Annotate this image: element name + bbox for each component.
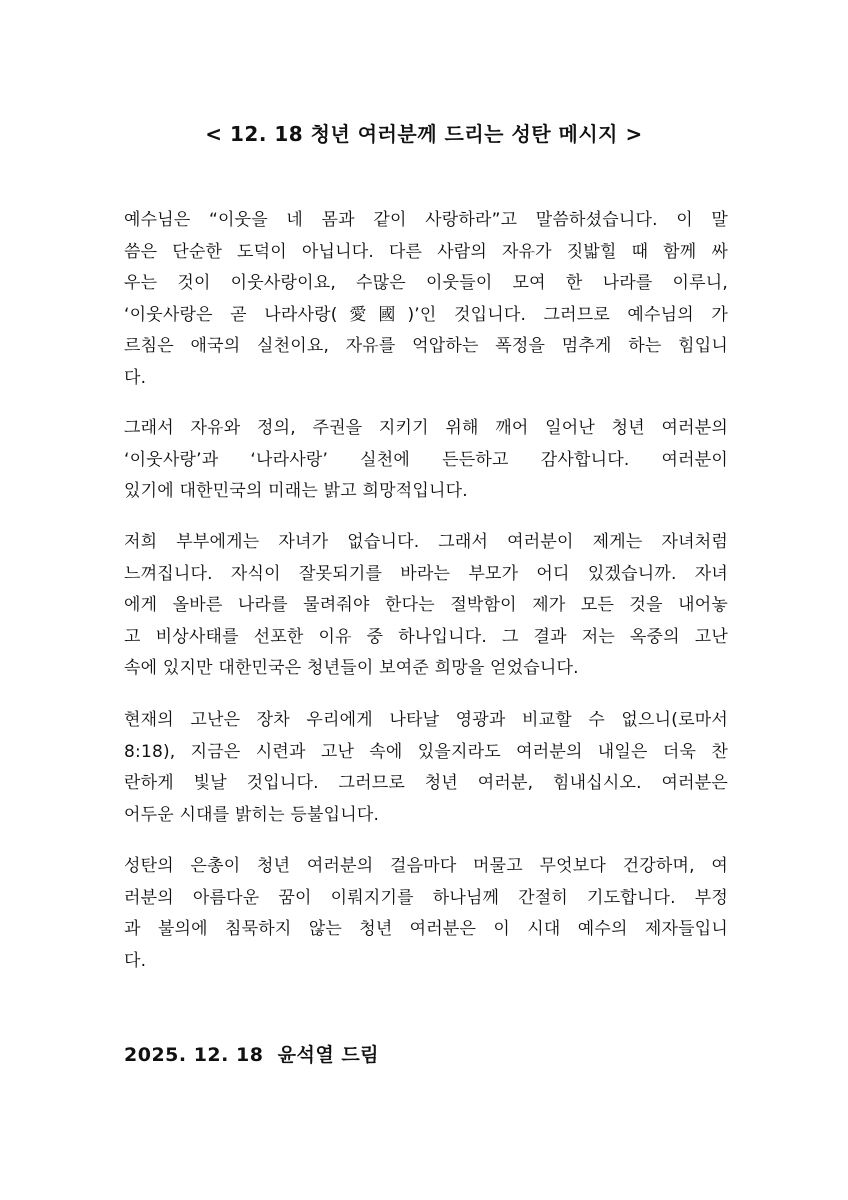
paragraph-1-line-1: 예수님은 “이웃을 네 몸과 같이 사랑하라”고 말씀하셨습니다. 이 말 [124,210,728,230]
paragraph-3-line-1: 저희 부부에게는 자녀가 없습니다. 그래서 여러분이 제게는 자녀처럼 [124,532,728,552]
paragraph-1-line-5: 르침은 애국의 실천이요, 자유를 억압하는 폭정을 멈추게 하는 힘입니 [124,336,728,356]
paragraph-1 [124,205,728,394]
paragraph-1-line-4: ‘이웃사랑은 곧 나라사랑(愛國)’인 것입니다. 그러므로 예수님의 가 [124,304,728,325]
paragraph-5 [124,851,728,977]
paragraph-2-line-2: ‘이웃사랑’과 ‘나라사랑’ 실천에 든든하고 감사합니다. 여러분이 [124,449,728,470]
paragraph-4-line-4: 어두운 시대를 밝히는 등불입니다. [124,804,380,825]
paragraph-4 [124,705,728,831]
paragraph-5-line-1: 성탄의 은총이 청년 여러분의 걸음마다 머물고 무엇보다 건강하며, 여 [124,856,728,876]
letter-title: < 12. 18 청년 여러분께 드리는 성탄 메시지 > [205,122,643,146]
paragraph-2-line-3: 있기에 대한민국의 미래는 밝고 희망적입니다. [124,481,468,501]
paragraph-3-line-4: 고 비상사태를 선포한 이유 중 하나입니다. 그 결과 저는 옥중의 고난 [124,626,728,647]
paragraph-1-line-3: 우는 것이 이웃사랑이요, 수많은 이웃들이 모여 한 나라를 이루니, [124,273,728,293]
paragraph-1-line-2: 씀은 단순한 도덕이 아닙니다. 다른 사람의 자유가 짓밟힐 때 함께 싸 [124,241,728,262]
paragraph-3-line-2: 느껴집니다. 자식이 잘못되기를 바라는 부모가 어디 있겠습니까. 자녀 [124,563,728,584]
paragraph-2-line-1: 그래서 자유와 정의, 주권을 지키기 위해 깨어 일어난 청년 여러분의 [124,418,728,438]
letter-signature: 2025. 12. 18 윤석열 드림 [124,1044,380,1066]
paragraph-3-line-5: 속에 있지만 대한민국은 청년들이 보여준 희망을 얻었습니다. [124,658,579,678]
paragraph-4-line-3: 란하게 빛날 것입니다. 그러므로 청년 여러분, 힘내십시오. 여러분은 [124,773,728,793]
paragraph-5-line-2: 러분의 아름다운 꿈이 이뤄지기를 하나님께 간절히 기도합니다. 부정 [124,887,728,908]
paragraph-5-line-4: 다. [124,950,147,971]
paragraph-3-line-3: 에게 올바른 나라를 물려줘야 한다는 절박함이 제가 모든 것을 내어놓 [124,595,728,615]
paragraph-5-line-3: 과 불의에 침묵하지 않는 청년 여러분은 이 시대 예수의 제자들입니 [124,919,728,939]
paragraph-4-line-2: 8:18), 지금은 시련과 고난 속에 있을지라도 여러분의 내일은 더욱 찬 [124,741,728,762]
paragraph-2 [124,413,728,508]
paragraph-4-line-1: 현재의 고난은 장차 우리에게 나타날 영광과 비교할 수 없으니(로마서 [124,710,728,730]
paragraph-3 [124,527,728,685]
paragraph-1-line-6: 다. [124,367,147,388]
